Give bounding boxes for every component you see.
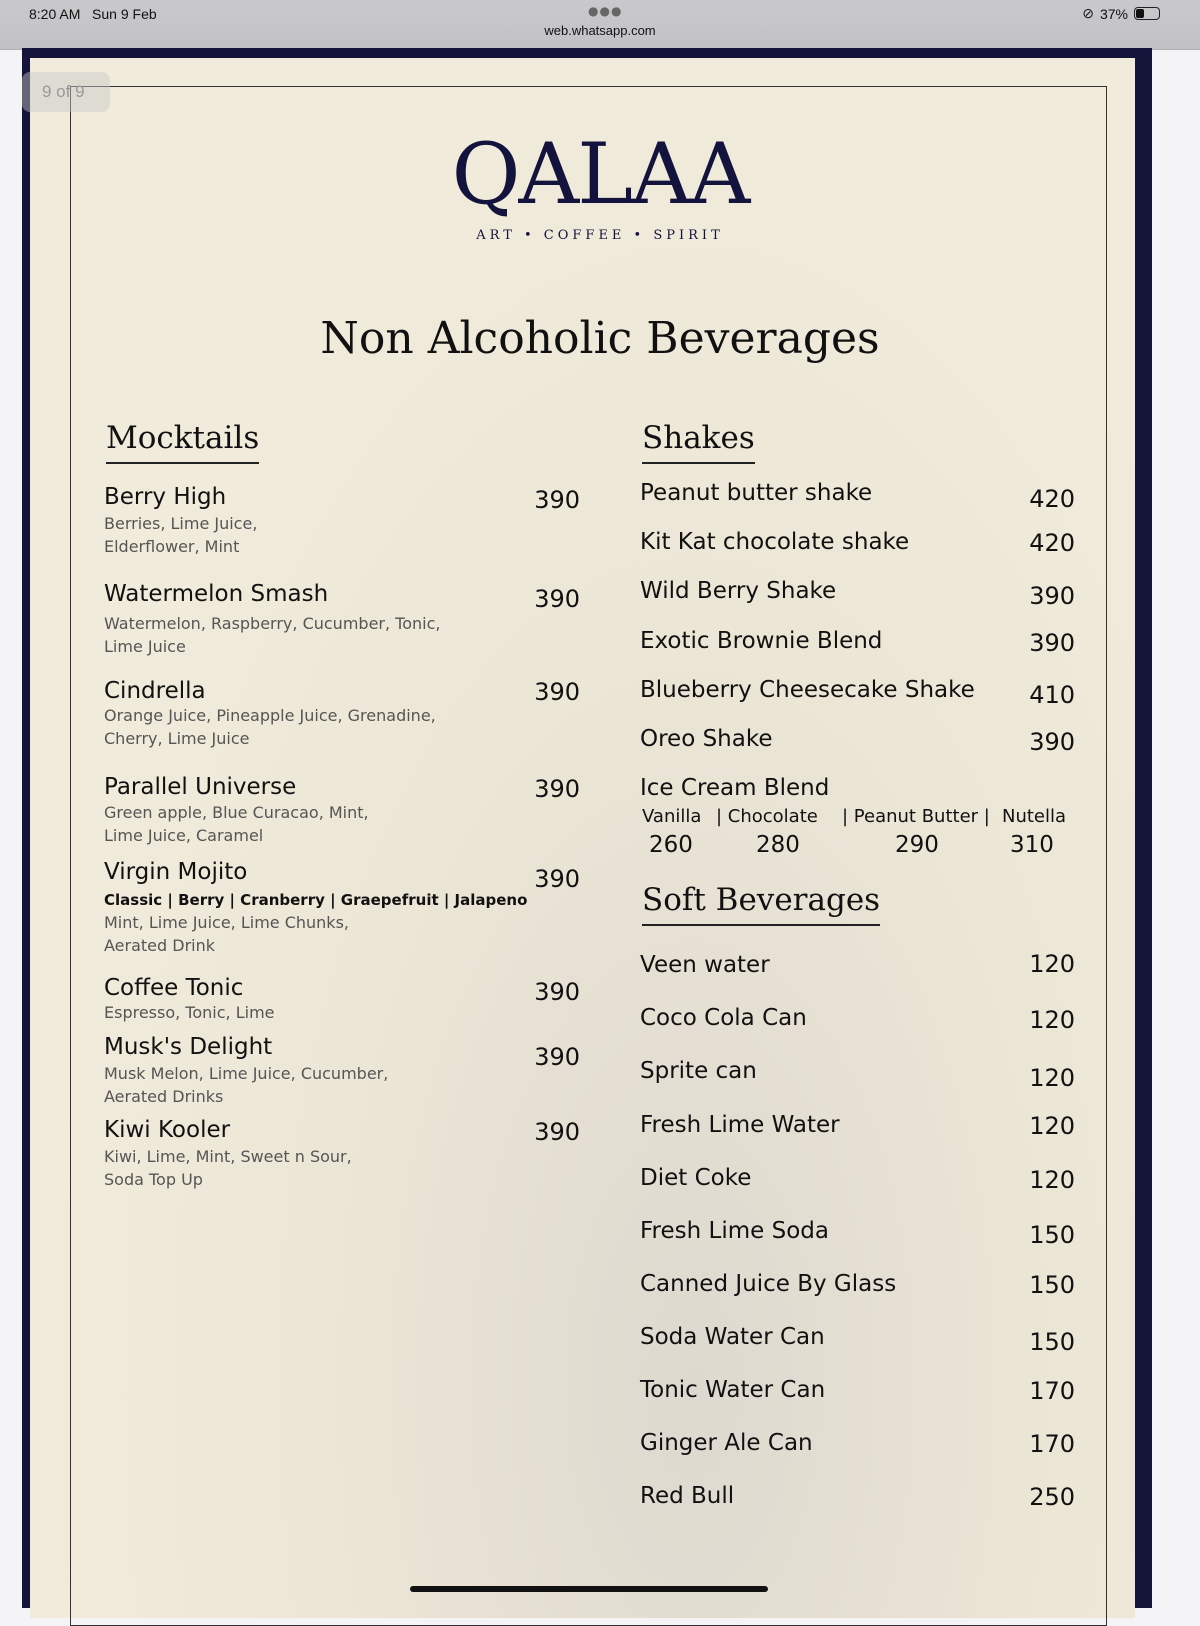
item-name: Oreo Shake bbox=[640, 726, 773, 752]
item-price: 410 bbox=[1029, 681, 1075, 709]
option-price: 280 bbox=[756, 832, 800, 858]
brand-logo: QALAA bbox=[451, 125, 749, 223]
status-right bbox=[1082, 5, 1160, 22]
section-heading-mocktails: Mocktails bbox=[106, 420, 259, 464]
item-price: 390 bbox=[534, 1043, 580, 1071]
item-price: 390 bbox=[534, 486, 580, 514]
item-desc: Berries, Lime Juice, Elderflower, Mint bbox=[104, 514, 258, 556]
item-name: Musk's Delight bbox=[104, 1034, 273, 1060]
item-name: Kit Kat chocolate shake bbox=[640, 529, 910, 555]
section-heading-soft-beverages: Soft Beverages bbox=[642, 882, 880, 926]
item-name: Coffee Tonic bbox=[104, 975, 244, 1001]
item-price: 390 bbox=[534, 1118, 580, 1146]
battery-icon bbox=[1134, 7, 1160, 20]
item-name: Watermelon Smash bbox=[104, 581, 329, 607]
item-desc: Orange Juice, Pineapple Juice, Grenadine, Cherry, Lime Juice bbox=[104, 706, 436, 748]
item-price: 390 bbox=[1029, 582, 1075, 610]
item-name: Blueberry Cheesecake Shake bbox=[640, 677, 975, 703]
option-label: Vanilla bbox=[642, 806, 702, 827]
item-price: 390 bbox=[534, 978, 580, 1006]
item-name: Diet Coke bbox=[640, 1165, 752, 1191]
item-price: 420 bbox=[1029, 485, 1075, 513]
page-title: Non Alcoholic Beverages bbox=[320, 313, 880, 364]
item-price: 390 bbox=[534, 865, 580, 893]
status-bar bbox=[0, 0, 1200, 50]
item-price: 390 bbox=[1029, 728, 1075, 756]
multitask-dots-icon[interactable]: ●●● bbox=[588, 4, 623, 18]
status-time: 8:20 AM Sun 9 Feb bbox=[29, 6, 157, 22]
item-name: Cindrella bbox=[104, 678, 206, 704]
home-indicator[interactable] bbox=[410, 1586, 768, 1592]
item-name: Red Bull bbox=[640, 1483, 735, 1509]
item-variants: Classic | Berry | Cranberry | Graepefruit | Jalapeno bbox=[104, 891, 528, 909]
item-price: 250 bbox=[1029, 1483, 1075, 1511]
url-label: web.whatsapp.com bbox=[544, 23, 656, 38]
item-name: Soda Water Can bbox=[640, 1324, 825, 1350]
option-price: 260 bbox=[649, 832, 693, 858]
item-price: 170 bbox=[1029, 1377, 1075, 1405]
item-price: 120 bbox=[1029, 1064, 1075, 1092]
option-price: 290 bbox=[895, 832, 939, 858]
item-name: Fresh Lime Water bbox=[640, 1112, 840, 1138]
option-label: | Peanut Butter | bbox=[842, 806, 990, 827]
link-icon: ⊘ bbox=[1082, 5, 1094, 21]
item-desc: Green apple, Blue Curacao, Mint, Lime Juice, Caramel bbox=[104, 803, 369, 845]
item-desc: Kiwi, Lime, Mint, Sweet n Sour, Soda Top Up bbox=[104, 1147, 352, 1189]
item-price: 120 bbox=[1029, 1166, 1075, 1194]
battery-percent: 37% bbox=[1099, 5, 1128, 22]
item-desc: Watermelon, Raspberry, Cucumber, Tonic, Lime Juice bbox=[104, 614, 441, 656]
item-name: Veen water bbox=[640, 952, 770, 978]
item-name: Tonic Water Can bbox=[640, 1377, 826, 1403]
brand-tagline: ART • COFFEE • SPIRIT bbox=[476, 228, 724, 243]
item-name: Exotic Brownie Blend bbox=[640, 628, 883, 654]
item-price: 120 bbox=[1029, 1006, 1075, 1034]
item-price: 390 bbox=[534, 585, 580, 613]
item-price: 150 bbox=[1029, 1221, 1075, 1249]
page-indicator: 9 of 9 bbox=[22, 72, 110, 112]
item-name: Canned Juice By Glass bbox=[640, 1271, 897, 1297]
item-name: Peanut butter shake bbox=[640, 480, 873, 506]
item-price: 390 bbox=[534, 775, 580, 803]
item-name: Fresh Lime Soda bbox=[640, 1218, 829, 1244]
item-price: 150 bbox=[1029, 1271, 1075, 1299]
item-desc: Mint, Lime Juice, Lime Chunks, Aerated Drink bbox=[104, 913, 349, 955]
item-price: 150 bbox=[1029, 1328, 1075, 1356]
item-price: 170 bbox=[1029, 1430, 1075, 1458]
item-name: Ice Cream Blend bbox=[640, 775, 830, 801]
item-name: Parallel Universe bbox=[104, 774, 297, 800]
item-name: Sprite can bbox=[640, 1058, 757, 1084]
item-price: 390 bbox=[534, 678, 580, 706]
option-label: Nutella bbox=[1002, 806, 1067, 827]
item-name: Kiwi Kooler bbox=[104, 1117, 231, 1143]
option-label: | Chocolate bbox=[716, 806, 818, 827]
item-name: Wild Berry Shake bbox=[640, 578, 837, 604]
item-desc: Musk Melon, Lime Juice, Cucumber, Aerated Drinks bbox=[104, 1064, 389, 1106]
item-name: Coco Cola Can bbox=[640, 1005, 807, 1031]
item-price: 390 bbox=[1029, 629, 1075, 657]
item-name: Berry High bbox=[104, 484, 227, 510]
option-price: 310 bbox=[1010, 832, 1054, 858]
item-name: Virgin Mojito bbox=[104, 859, 248, 885]
item-price: 420 bbox=[1029, 529, 1075, 557]
item-desc: Espresso, Tonic, Lime bbox=[104, 1003, 275, 1022]
section-heading-shakes: Shakes bbox=[642, 420, 755, 464]
item-price: 120 bbox=[1029, 950, 1075, 978]
item-name: Ginger Ale Can bbox=[640, 1430, 813, 1456]
item-price: 120 bbox=[1029, 1112, 1075, 1140]
